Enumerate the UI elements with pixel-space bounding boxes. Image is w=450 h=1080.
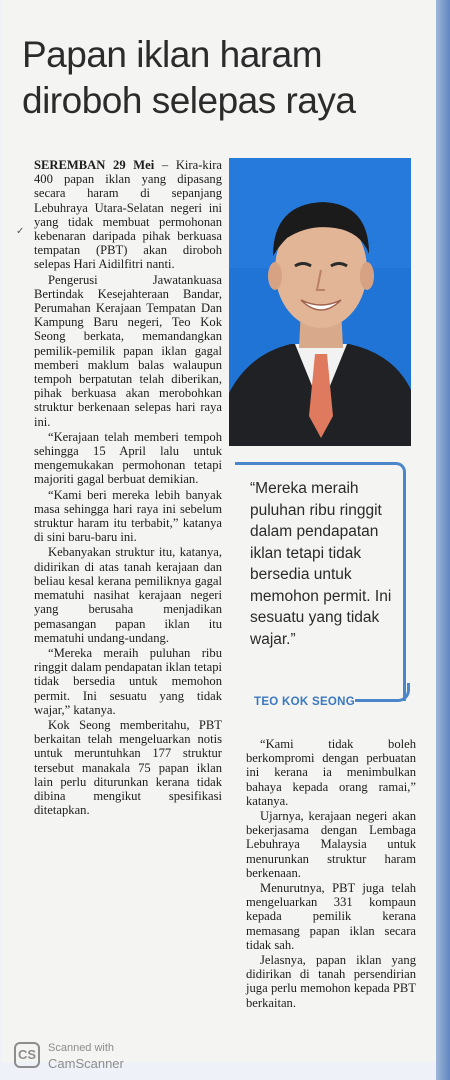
watermark-line-2: CamScanner — [48, 1056, 124, 1071]
body-paragraph: “Kerajaan telah memberi tempoh sehingga 15 April lalu untuk mengemukakan permohonan tetapi majoriti gagal berbuat demikian. — [34, 429, 222, 487]
lead-paragraph — [34, 158, 222, 272]
article-left-column — [34, 158, 222, 818]
headline-line-2: diroboh selepas raya — [22, 80, 356, 121]
body-paragraph: “Kami tidak boleh berkompromi dengan perbuatan ini kerana ia menimbulkan bahaya kepada orang ramai,” katanya. — [246, 737, 416, 808]
body-paragraph: Kebanyakan struktur itu, katanya, didirikan di atas tanah kerajaan dan beliau kesal kerana pemiliknya gagal mematuhi nasihat kerajaan negeri yang berusaha menjadikan pemasangan papan iklan itu mematuhi undang-undang. — [34, 545, 222, 645]
dateline: SEREMBAN 29 Mei — [34, 158, 155, 172]
scanner-watermark — [14, 1040, 174, 1074]
body-paragraph: “Mereka meraih puluhan ribu ringgit dalam pendapatan iklan tetapi tidak bersedia untuk memohon permit. Ini sesuatu yang tidak wajar,” katanya. — [34, 645, 222, 717]
body-paragraph: Menurutnya, PBT juga telah mengeluarkan 331 kompaun kepada pemilik kerana memasang papan iklan secara tidak sah. — [246, 881, 416, 952]
camscanner-logo-icon: CS — [14, 1042, 40, 1068]
body-paragraph: Ujarnya, kerajaan negeri akan bekerjasama dengan Lembaga Lebuhraya Malaysia untuk menurunkan struktur haram berkenaan. — [246, 809, 416, 880]
pull-quote-attribution: TEO KOK SEONG — [254, 696, 356, 708]
body-paragraph: Pengerusi Jawatankuasa Bertindak Kesejahteraan Bandar, Perumahan Kerajaan Tempatan Dan Kampung Baru negeri, Teo Kok Seong berkata, memandangkan pemilik-pemilik papan iklan gagal memberi maklum balas walaupun tempoh berpatutan telah diberikan, pihak berkuasa akan merobohkan struktur berkenaan selepas hari raya ini. — [34, 272, 222, 429]
pull-quote-text: “Mereka meraih puluhan ribu ringgit dalam pendapatan iklan tetapi tidak bersedia untuk memohon permit. Ini sesuatu yang tidak wajar.” — [250, 480, 392, 648]
watermark-line-1: Scanned with — [48, 1042, 115, 1054]
pen-mark: ✓ — [16, 226, 25, 237]
portrait-photo — [229, 158, 411, 446]
portrait-illustration — [229, 158, 411, 446]
body-paragraph: “Kami beri mereka lebih banyak masa sehingga hari raya ini sebelum struktur haram itu terbabit,” katanya di sini baru-baru ini. — [34, 487, 222, 545]
headline-line-1: Papan iklan haram — [22, 34, 323, 75]
headline — [22, 32, 422, 124]
body-paragraph: Jelasnya, papan iklan yang didirikan di tanah persendirian juga perlu memohon kepada PBT berkaitan. — [246, 953, 416, 1010]
scan-background-edge — [436, 0, 450, 1080]
lead-text: – Kira-kira 400 papan iklan yang dipasang secara haram di sepanjang Lebuhraya Utara-Selatan negeri ini yang tidak membuat permohonan kebenaran daripada pihak berkuasa tempatan (PBT) akan diroboh selepas Hari Aidilfitri nanti. — [34, 158, 222, 272]
pull-quote-border-tail — [355, 683, 410, 702]
body-paragraph: Kok Seong memberitahu, PBT berkaitan telah mengeluarkan notis untuk meruntuhkan 177 struktur tersebut manakala 75 papan iklan lain perlu diturunkan kerana tidak dibina mengikut spesifikasi ditetapkan. — [34, 717, 222, 818]
article-right-column — [246, 737, 416, 1011]
